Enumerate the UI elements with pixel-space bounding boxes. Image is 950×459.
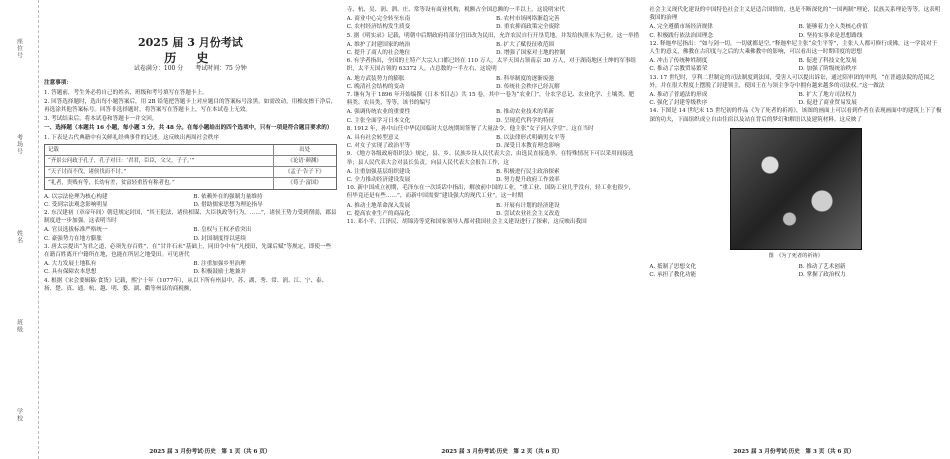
page-2-footer: 2025 届 3 月份考试·历史 第 2 页（共 6 页） (441, 449, 563, 455)
q4-options: A. 商业中心完全转至东南 B. 农村市场网络渐趋完善 C. 农村经济结构发生质变 D. 重农抑商政策完全废除 (346, 16, 560, 31)
binding-label-class: 班级 (15, 318, 23, 333)
q14-artwork-image (730, 128, 862, 250)
table-row: “礼者，贵贱有等，长幼有差，贫富轻重皆有称者也。” 《荀子·富国》 (45, 177, 336, 188)
binding-strip (0, 0, 39, 459)
q9-options: A. 注重加强基层组织建设 B. 积极进行民主政治探索 C. 全力推动经济建设发展 D. 努力提升政府工作效率 (346, 168, 560, 184)
exam-meta: 试卷满分：100 分 考试时间：75 分钟 (133, 65, 247, 73)
q12-options: A. 冲击了传统种姓制度 B. 促进了科技文化发展 C. 推动了宗教贸易繁荣 D. 加强了阶级统治秩序 (649, 58, 857, 73)
q11-stem: 11. 邓小平、江泽民、胡锦涛等党和国家领导人都对我国社会主义建设进行了探索，这反映出我国 (346, 219, 587, 226)
q13-stem: 13. 17 世纪时，亨利二世制定的司法制度到法国，受害人可以提出诉讼，通过陪审团的审判，“在普通法院的范围之外，并在很大程度上摆脱了封建领主，使国王在与领主争夺中拥有越来越多的司法权。”这一做法 (649, 74, 935, 89)
exam-title: 2025 届 3 月份考试 (137, 36, 243, 49)
q14-options: A. 抵制了思想文化 B. 推动了艺术创新 C. 承担了教化功能 D. 掌握了政治权力 (649, 264, 846, 279)
q7-stem: 7. 继有为于 1896 年开始编撰《日本书目志》共 15 卷，其中一卷为“农业门”，分农学总记、农业化学、土壤类、肥料类、农具类，等等，该书的编写 (346, 92, 635, 107)
q1-stem: 1. 下表是古代典籍中有关鲜礼经典事件的记述。这反映出两周社会秩序 (44, 134, 219, 141)
table-header: 记载 出处 (45, 145, 336, 155)
q13-options: A. 推动了普通法的形成 B. 扩大了地方司法权力 C. 强化了封建等级秩序 D. 促进了商业贸易发展 (649, 92, 857, 107)
q8-options: A. 具有社会转型意义 B. 以法律形式明确男女平等 C. 对女子实现了政治平等 D. 深受日本教育理念影响 (346, 135, 566, 150)
notice-heading: 注意事项： (44, 80, 72, 87)
q3-options: A. 大力发展土地私有 B. 注重加强乡里治理 C. 具有保障农本思想 D. 积极鼓励土地兼并 (44, 261, 246, 276)
page-3 (649, 6, 942, 442)
binding-label-name: 姓名 (15, 229, 23, 244)
q11-options: A. 完全遵循市场经济规律 B. 能够着力全人类核心价值 C. 积极践行依法治国理念 D. 坚持实事求是思想路线 (649, 24, 868, 39)
notice-1: 1. 答题前，考生务必将自己的姓名、班级和考号填写在答题卡上。 (44, 89, 208, 96)
page-3-footer: 2025 届 3 月份考试·历史 第 3 页（共 6 页） (733, 449, 855, 455)
q10-options: A. 推动土地革命深入发展 B. 开展有计划的经济建设 C. 提高农业生产的商品化 D. 尝试农业社会主义改造 (346, 202, 560, 217)
notice-2: 2. 回答选择题时，选出每小题答案后，用 2B 铅笔把答题卡上对应题目的答案标号涂黑。如需改动，用橡皮擦干净后，再选涂其他答案标号。回答非选择题时，将答案写在答题卡上，写在本试卷上无效。 (44, 98, 337, 114)
q12-stem: 12. 释迦牟尼指出：“如与剑一切，一切就都是空。”释迦牟尼主张“众生平等”，主张人人都可修行成佛，这一学说对于人生的意义，佛教在古印度与之后的大乘佛教中的影响，可以看出这一时期印度的思想 (649, 40, 938, 56)
q4-continued: 寺、杭、吴、润、泗、庄、常等设有商业机构，税额占全国总额的一半以上。这说明宋代 (346, 7, 565, 13)
table-row: “天子讨而不伐，诸侯伐而不讨。” 《孟子·告子下》 (45, 166, 336, 177)
q1-options: A. 以宗法伦理为核心构建 B. 依赖外在的强制力量维持 C. 受到宗法观念影响明显 D. 借助儒家思想为理论指导 (44, 193, 263, 208)
q9-stem: 9. 《地方各级政府组织法》规定，县、乡、民族乡设人民代表大会，由选民直接选举，在特殊情况下可以采用间接选举；县人民代表大会对县长负责，向县人民代表大会报告工作，这 (346, 151, 634, 166)
q1-source-table (44, 144, 337, 190)
q5-options: A. 维护了封建国家的统治 B. 扩大了赋役征收范围 C. 提升了商人的社会地位 D. 增强了国家对土地的控制 (346, 41, 566, 57)
q2-options: A. 官员选拔标准严格统一 B. 皇权与王权矛盾突出 C. 豪强势力在地方膨胀 D. 封国制度得以延续 (44, 227, 252, 242)
q14-stem: 14. 下图是 14 世纪末 15 世纪初的作品《为了死者的祈祷》，该图的画面上可以看到作者在表现画面中的建筑上下了极深的功夫，下面组织成立自由住宿以及站在背后的梦幻和解语以及建筑材料。这反映了 (649, 108, 942, 123)
q5-stem: 5. 据《明实录》记载，明朝中后期政府将部分官田改为民田，允许农民自行开垦荒地，并发给执照永为己业。这一举措 (346, 32, 640, 39)
page-2 (347, 6, 640, 442)
q11-continued: 社会主义现代化建设的中国特色社会主义是适合国情的，也是不断深化的“一国两制”理论，民族关系理论等等。这表明我国的治理 (649, 7, 941, 22)
q8-stem: 8. 1912 年，孙中山任中华民国临时大总统期间签署了大量法令，他主张“女子同入学堂”。这在当时 (346, 125, 594, 132)
binding-label-seat: 座位号 (15, 37, 23, 59)
q2-stem: 2. 东汉建初（章帝年间）朝廷规定封国，“其王犯法、诸侯相谋、大臣执政等行为，……”，诸侯王势力受到削弱，郡县制度进一步加强。这表明当时 (44, 210, 337, 225)
binding-label-school: 学校 (15, 407, 23, 422)
q14-caption: 图 《为了死者的祈祷》 (768, 252, 823, 259)
q6-stem: 6. 有学者指出，全国的土特产大宗人口都已经在 110 万人，太平天国占领南京 30 万人，对于湖南地区士绅的军事组织，太平天国占领的 63372 人，占总数的一半左右，这说明 (346, 58, 637, 73)
section-1-heading: 一、选择题（本题共 16 小题，每小题 3 分，共 48 分。在每小题给出的四个选项中，只有一项是符合题目要求的） (44, 125, 333, 132)
q6-options: A. 地方武装势力的膨胀 B. 科举制度的逐渐废弛 C. 晚清社会结构的变动 D. 传统社会秩序已经瓦解 (346, 75, 560, 90)
notice-3: 3. 考试结束后，将本试卷和答题卡一并交回。 (44, 116, 158, 123)
table-row: “齐景公问政于孔子，孔子对曰：‘君君，臣臣，父父，子子。’” 《论语·颜渊》 (45, 155, 336, 166)
q10-stem: 10. 新中国成立初期，毛泽东在一次谈话中指出，解放前中国的工业，“重工业、国防工业几乎没有，轻工业也很少，但毕竟还是有些……”，而新中国需要“建设强大的现代工业”。这一时期 (346, 185, 635, 200)
page-1-footer: 2025 届 3 月份考试·历史 第 1 页（共 6 页） (149, 449, 271, 455)
q3-stem: 3. 唐太宗提出“为君之道，必须先存百姓”，在“甘井石末”基础上，同田令中有“凡授田，先课后赋”等规定，即使一些在籍百姓离开户籍所在地，也能在所居之地受田。可见唐代 (44, 243, 332, 259)
q4-stem: 4. 根据《宋会要辑稿·食货》记载，熙宁十年（1077年），从以下所有州县中，苏、湖、秀、常、润、江、宁、泰、扬、楚、真、通、杭、越、明、婺、湖、衢等州县的商税额， (44, 277, 328, 292)
exam-subject: 历 史 (164, 51, 217, 65)
q7-options: A. 强调传统农业的重要性 B. 推动农业技术的革新 C. 主张全面学习日本文化 D. 呈现近代科学的特征 (346, 109, 555, 124)
binding-label-room: 考场号 (15, 133, 23, 155)
page-1 (44, 6, 337, 442)
